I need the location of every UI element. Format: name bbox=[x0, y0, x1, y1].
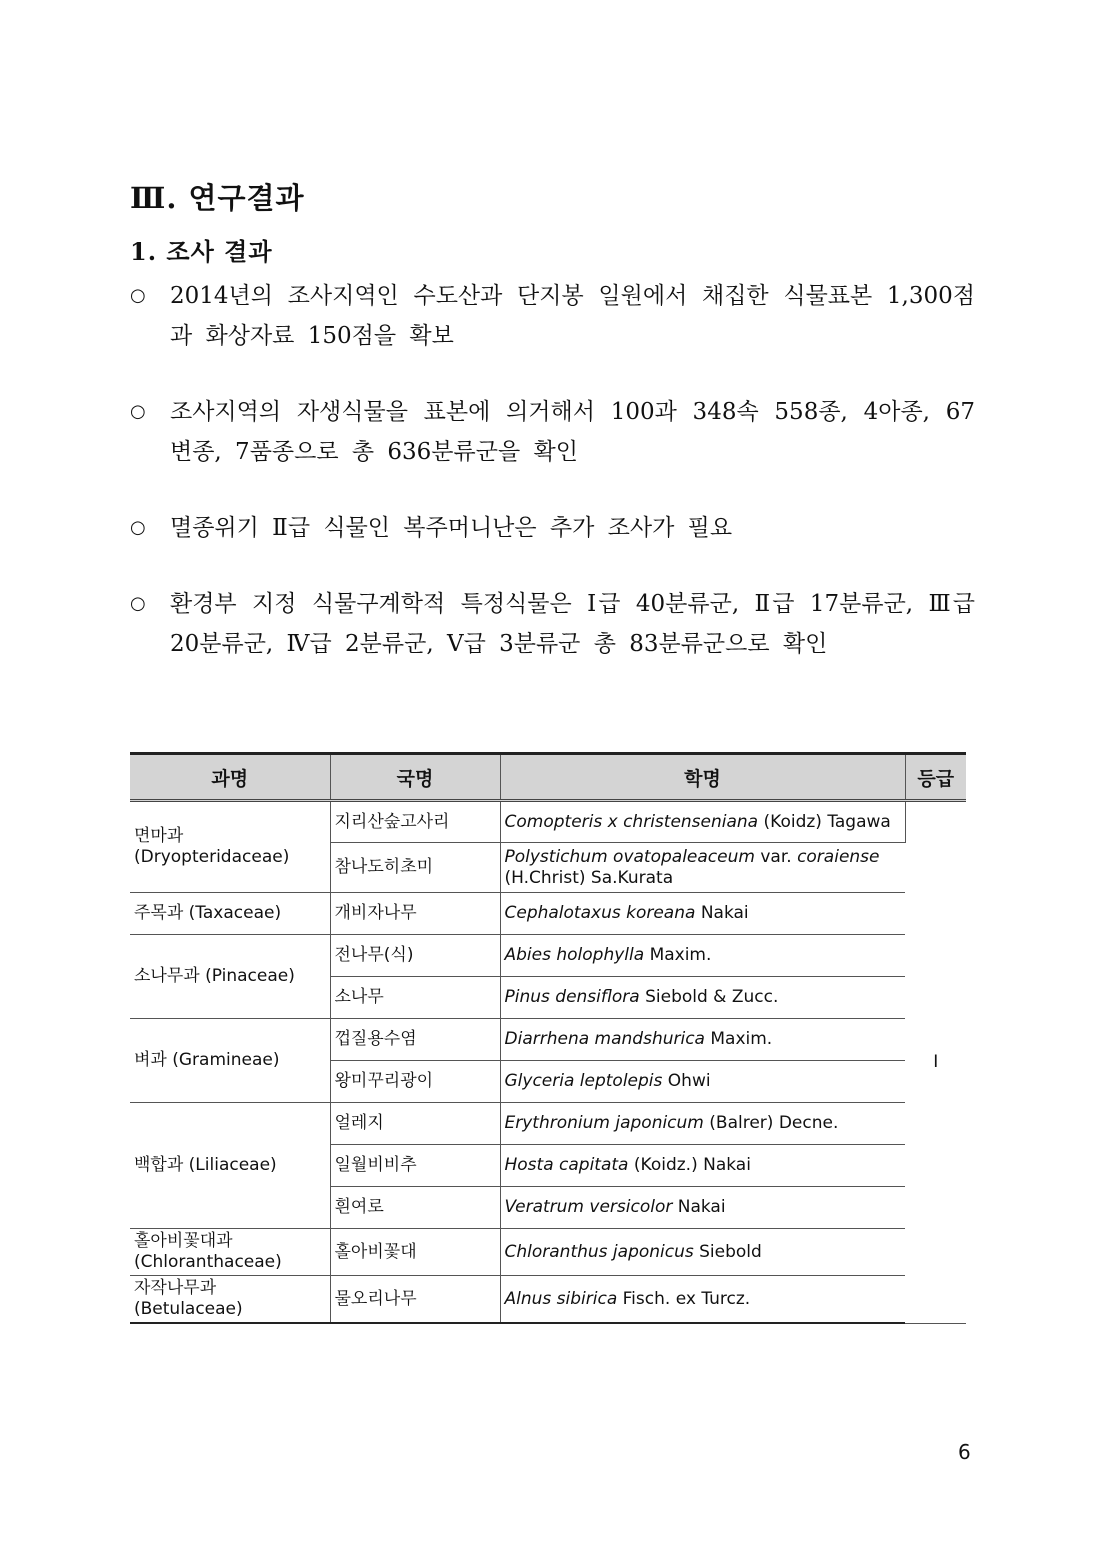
table-row bbox=[130, 1019, 966, 1061]
grade-cell: Ⅰ bbox=[905, 801, 966, 1324]
bullet-mark: ○ bbox=[130, 517, 146, 538]
bullet-item bbox=[130, 584, 975, 664]
bullet-text: 환경부 지정 식물구계학적 특정식물은 Ⅰ급 40분류군, Ⅱ급 17분류군, Ⅲ급 20분류군, Ⅳ급 2분류군, Ⅴ급 3분류군 총 83분류군으로 확인 bbox=[170, 591, 975, 657]
scientific-name-cell: Cephalotaxus koreana Nakai bbox=[500, 893, 905, 935]
table-header-row bbox=[130, 754, 966, 801]
scientific-name-cell: Glyceria leptolepis Ohwi bbox=[500, 1061, 905, 1103]
bullet-item bbox=[130, 276, 975, 356]
table-row bbox=[130, 935, 966, 977]
korean-name-cell: 지리산숲고사리 bbox=[330, 801, 500, 843]
korean-name-cell: 홀아비꽃대 bbox=[330, 1229, 500, 1276]
family-cell: 벼과 (Gramineae) bbox=[130, 1019, 330, 1103]
header-korean-name: 국명 bbox=[330, 754, 500, 801]
korean-name-cell: 얼레지 bbox=[330, 1103, 500, 1145]
header-family: 과명 bbox=[130, 754, 330, 801]
scientific-name-cell: Hosta capitata (Koidz.) Nakai bbox=[500, 1145, 905, 1187]
table-row bbox=[130, 1276, 966, 1324]
scientific-name-cell: Abies holophylla Maxim. bbox=[500, 935, 905, 977]
table-row bbox=[130, 893, 966, 935]
korean-name-cell: 일월비비추 bbox=[330, 1145, 500, 1187]
bullet-mark: ○ bbox=[130, 285, 146, 306]
korean-name-cell: 개비자나무 bbox=[330, 893, 500, 935]
table-row bbox=[130, 801, 966, 843]
bullet-mark: ○ bbox=[130, 401, 146, 422]
family-cell: 소나무과 (Pinaceae) bbox=[130, 935, 330, 1019]
bullet-text: 조사지역의 자생식물을 표본에 의거해서 100과 348속 558종, 4아종, 67변종, 7품종으로 총 636분류군을 확인 bbox=[170, 399, 975, 465]
family-cell: 주목과 (Taxaceae) bbox=[130, 893, 330, 935]
korean-name-cell: 왕미꾸리광이 bbox=[330, 1061, 500, 1103]
bullet-text: 멸종위기 Ⅱ급 식물인 복주머니난은 추가 조사가 필요 bbox=[170, 515, 733, 541]
korean-name-cell: 물오리나무 bbox=[330, 1276, 500, 1324]
family-cell: 백합과 (Liliaceae) bbox=[130, 1103, 330, 1229]
korean-name-cell: 소나무 bbox=[330, 977, 500, 1019]
family-cell: 면마과 (Dryopteridaceae) bbox=[130, 801, 330, 893]
korean-name-cell: 전나무(식) bbox=[330, 935, 500, 977]
korean-name-cell: 참나도히초미 bbox=[330, 843, 500, 893]
header-scientific-name: 학명 bbox=[500, 754, 905, 801]
family-cell: 홀아비꽃대과 (Chloranthaceae) bbox=[130, 1229, 330, 1276]
scientific-name-cell: Veratrum versicolor Nakai bbox=[500, 1187, 905, 1229]
scientific-name-cell: Pinus densiflora Siebold & Zucc. bbox=[500, 977, 905, 1019]
section-title: Ⅲ. 연구결과 bbox=[130, 181, 305, 215]
sub-title: 1. 조사 결과 bbox=[130, 237, 273, 266]
family-cell: 자작나무과 (Betulaceae) bbox=[130, 1276, 330, 1324]
bullet-item bbox=[130, 508, 975, 548]
scientific-name-cell: Erythronium japonicum (Balrer) Decne. bbox=[500, 1103, 905, 1145]
table-row bbox=[130, 1103, 966, 1145]
scientific-name-cell: Chloranthus japonicus Siebold bbox=[500, 1229, 905, 1276]
scientific-name-cell: Alnus sibirica Fisch. ex Turcz. bbox=[500, 1276, 905, 1324]
scientific-name-cell: Diarrhena mandshurica Maxim. bbox=[500, 1019, 905, 1061]
bullet-item bbox=[130, 392, 975, 472]
table-row bbox=[130, 1229, 966, 1276]
bullet-list bbox=[130, 276, 975, 664]
header-grade: 등급 bbox=[905, 754, 966, 801]
bullet-text: 2014년의 조사지역인 수도산과 단지봉 일원에서 채집한 식물표본 1,300점과 화상자료 150점을 확보 bbox=[170, 283, 975, 349]
page-number: 6 bbox=[958, 1440, 971, 1464]
korean-name-cell: 껍질용수염 bbox=[330, 1019, 500, 1061]
scientific-name-cell: Comopteris x christenseniana (Koidz) Tagawa bbox=[500, 801, 905, 843]
scientific-name-cell: Polystichum ovatopaleaceum var. coraiense (H.Christ) Sa.Kurata bbox=[500, 843, 905, 893]
plant-table bbox=[130, 752, 966, 1324]
bullet-mark: ○ bbox=[130, 593, 146, 614]
korean-name-cell: 흰여로 bbox=[330, 1187, 500, 1229]
